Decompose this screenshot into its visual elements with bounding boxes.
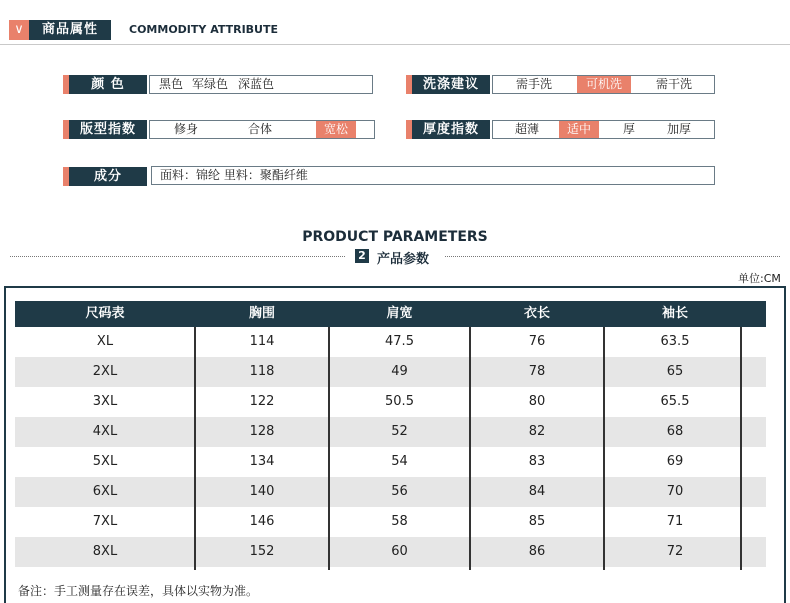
cell-shoulder: 56 (391, 484, 408, 499)
cell-shoulder: 54 (391, 454, 408, 469)
cell-shoulder: 60 (391, 544, 408, 559)
cell-length: 80 (528, 394, 546, 409)
cell-size: 6XL (92, 484, 118, 499)
section-subtitle: COMMODITY ATTRIBUTE (129, 23, 279, 36)
cell-size: XL (96, 334, 114, 349)
params-number-badge: 2 (355, 249, 369, 263)
cell-shoulder: 58 (391, 514, 408, 529)
color-option-black: 黑色 (158, 77, 183, 91)
thickness-option-ultrathin: 超薄 (514, 122, 539, 136)
table-row (15, 537, 766, 567)
cell-shoulder: 49 (391, 364, 408, 379)
section-title: 商品属性 (29, 20, 111, 40)
header-sleeve: 袖长 (661, 306, 688, 321)
column-divider (328, 327, 330, 570)
table-row (15, 507, 766, 537)
cell-length: 86 (528, 544, 546, 559)
cell-sleeve: 72 (666, 544, 684, 559)
cell-chest: 128 (249, 424, 275, 439)
fit-label: 版型指数 (63, 120, 147, 139)
fit-option-slim: 修身 (173, 122, 198, 136)
cell-length: 78 (528, 364, 546, 379)
color-option-navy: 深蓝色 (237, 77, 274, 91)
thickness-option-medium: 适中 (559, 121, 599, 138)
cell-length: 82 (528, 424, 546, 439)
thickness-options (492, 120, 715, 139)
cell-size: 3XL (92, 394, 118, 409)
color-option-army-green: 军绿色 (191, 77, 228, 91)
cell-shoulder: 52 (391, 424, 408, 439)
cell-sleeve: 68 (666, 424, 684, 439)
cell-length: 85 (528, 514, 546, 529)
thickness-option-thick: 厚 (622, 122, 635, 136)
fit-option-regular: 合体 (247, 122, 272, 136)
thickness-label: 厚度指数 (406, 120, 490, 139)
unit-label: 单位:CM (738, 272, 781, 285)
wash-label: 洗涤建议 (406, 75, 490, 94)
wash-option-dry: 需干洗 (655, 77, 692, 91)
params-title-cn: 产品参数 (377, 252, 430, 267)
params-divider-right (445, 256, 780, 257)
cell-sleeve: 70 (666, 484, 684, 499)
column-divider (740, 327, 742, 570)
cell-size: 7XL (92, 514, 118, 529)
column-divider (469, 327, 471, 570)
cell-size: 5XL (92, 454, 118, 469)
composition-value: 面料：锦纶 里料：聚酯纤维 (160, 168, 308, 182)
cell-shoulder: 47.5 (385, 334, 414, 349)
cell-sleeve: 65 (666, 364, 684, 379)
fit-option-loose: 宽松 (316, 121, 356, 138)
cell-sleeve: 71 (666, 514, 684, 529)
composition-box (151, 166, 715, 185)
header-chest: 胸围 (248, 306, 275, 321)
cell-chest: 118 (249, 364, 275, 379)
color-label: 颜 色 (63, 75, 147, 94)
chevron-down-icon: ∨ (9, 20, 29, 40)
table-row (15, 327, 766, 357)
table-row (15, 477, 766, 507)
cell-chest: 146 (249, 514, 275, 529)
column-divider (194, 327, 196, 570)
wash-option-hand: 需手洗 (515, 77, 552, 91)
footnote: 备注：手工测量存在误差，具体以实物为准。 (18, 584, 259, 598)
cell-chest: 152 (249, 544, 275, 559)
params-divider-left (10, 256, 345, 257)
cell-size: 8XL (92, 544, 118, 559)
header-size: 尺码表 (85, 306, 125, 321)
wash-options (492, 75, 715, 94)
header-divider (0, 44, 790, 45)
header-length: 衣长 (523, 306, 550, 321)
wash-option-machine: 可机洗 (577, 76, 631, 93)
cell-length: 76 (528, 334, 546, 349)
table-row (15, 387, 766, 417)
cell-chest: 114 (249, 334, 275, 349)
cell-size: 4XL (92, 424, 118, 439)
cell-size: 2XL (92, 364, 118, 379)
cell-sleeve: 69 (666, 454, 684, 469)
cell-length: 83 (528, 454, 546, 469)
cell-chest: 140 (249, 484, 275, 499)
color-options (149, 75, 373, 94)
cell-sleeve: 65.5 (660, 394, 690, 409)
column-divider (603, 327, 605, 570)
cell-length: 84 (528, 484, 546, 499)
thickness-option-extra-thick: 加厚 (666, 122, 691, 136)
table-row (15, 417, 766, 447)
composition-label: 成分 (63, 167, 147, 186)
table-row (15, 357, 766, 387)
params-title: PRODUCT PARAMETERS (302, 229, 488, 245)
cell-chest: 122 (249, 394, 275, 409)
size-table-header (15, 301, 766, 327)
cell-shoulder: 50.5 (385, 394, 414, 409)
table-row (15, 447, 766, 477)
cell-chest: 134 (249, 454, 275, 469)
header-shoulder: 肩宽 (386, 306, 413, 321)
fit-options (149, 120, 375, 139)
cell-sleeve: 63.5 (660, 334, 690, 349)
